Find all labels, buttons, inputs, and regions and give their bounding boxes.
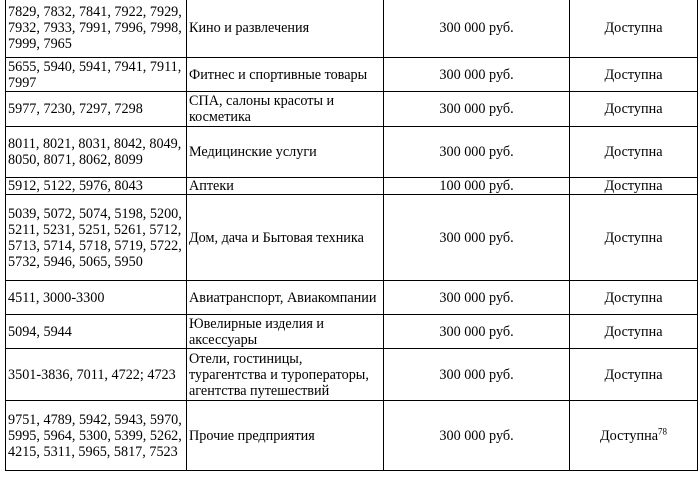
status-cell: Доступна (570, 178, 698, 195)
limit-cell: 300 000 руб. (384, 195, 570, 281)
table-row (6, 349, 698, 401)
category-cell: Аптеки (187, 178, 384, 195)
mcc-codes-cell: 3501-3836, 7011, 4722; 4723 (6, 349, 187, 401)
category-cell: Ювелирные изделия и аксессуары (187, 315, 384, 349)
status-cell: Доступна (570, 315, 698, 349)
mcc-codes-cell: 5655, 5940, 5941, 7941, 7911, 7997 (6, 58, 187, 92)
status-cell: Доступна (570, 127, 698, 178)
status-text: Доступна (599, 427, 658, 444)
mcc-codes-cell: 7829, 7832, 7841, 7922, 7929, 7932, 7933, 7991, 7996, 7998, 7999, 7965 (6, 0, 187, 58)
limit-cell: 300 000 руб. (384, 0, 570, 58)
table-row (6, 315, 698, 349)
category-cell: СПА, салоны красоты и косметика (187, 92, 384, 127)
category-cell: Прочие предприятия (187, 401, 384, 471)
category-cell: Фитнес и спортивные товары (187, 58, 384, 92)
status-cell: Доступна (570, 195, 698, 281)
status-cell: Доступна (570, 0, 698, 58)
mcc-codes-cell: 5912, 5122, 5976, 8043 (6, 178, 187, 195)
footnote-marker: 78 (658, 425, 667, 436)
mcc-codes-cell: 8011, 8021, 8031, 8042, 8049, 8050, 8071, 8062, 8099 (6, 127, 187, 178)
table-row (6, 195, 698, 281)
category-cell: Кино и развлечения (187, 0, 384, 58)
category-cell: Авиатранспорт, Авиакомпании (187, 281, 384, 315)
status-cell (570, 401, 698, 471)
mcc-codes-cell: 9751, 4789, 5942, 5943, 5970, 5995, 5964, 5300, 5399, 5262, 4215, 5311, 5965, 5817, 7523 (6, 401, 187, 471)
category-cell: Медицинские услуги (187, 127, 384, 178)
limit-cell: 300 000 руб. (384, 92, 570, 127)
mcc-codes-cell: 5977, 7230, 7297, 7298 (6, 92, 187, 127)
table-row (6, 401, 698, 471)
limit-cell: 300 000 руб. (384, 58, 570, 92)
limit-cell: 300 000 руб. (384, 127, 570, 178)
mcc-codes-cell: 4511, 3000-3300 (6, 281, 187, 315)
mcc-codes-cell: 5039, 5072, 5074, 5198, 5200, 5211, 5231, 5251, 5261, 5712, 5713, 5714, 5718, 5719, 5722, 5732, 5946, 5065, 5950 (6, 195, 187, 281)
limit-cell: 300 000 руб. (384, 349, 570, 401)
limit-cell: 300 000 руб. (384, 315, 570, 349)
table-row (6, 127, 698, 178)
table-row (6, 92, 698, 127)
table-row (6, 178, 698, 195)
table-row (6, 281, 698, 315)
limit-cell: 300 000 руб. (384, 281, 570, 315)
table-row (6, 0, 698, 58)
table-row (6, 58, 698, 92)
category-cell: Дом, дача и Бытовая техника (187, 195, 384, 281)
status-cell: Доступна (570, 58, 698, 92)
status-cell: Доступна (570, 349, 698, 401)
limit-cell: 300 000 руб. (384, 401, 570, 471)
mcc-limits-table (5, 0, 698, 471)
limit-cell: 100 000 руб. (384, 178, 570, 195)
status-cell: Доступна (570, 281, 698, 315)
mcc-codes-cell: 5094, 5944 (6, 315, 187, 349)
category-cell: Отели, гостиницы, турагентства и туроператоры, агентства путешествий (187, 349, 384, 401)
status-cell: Доступна (570, 92, 698, 127)
